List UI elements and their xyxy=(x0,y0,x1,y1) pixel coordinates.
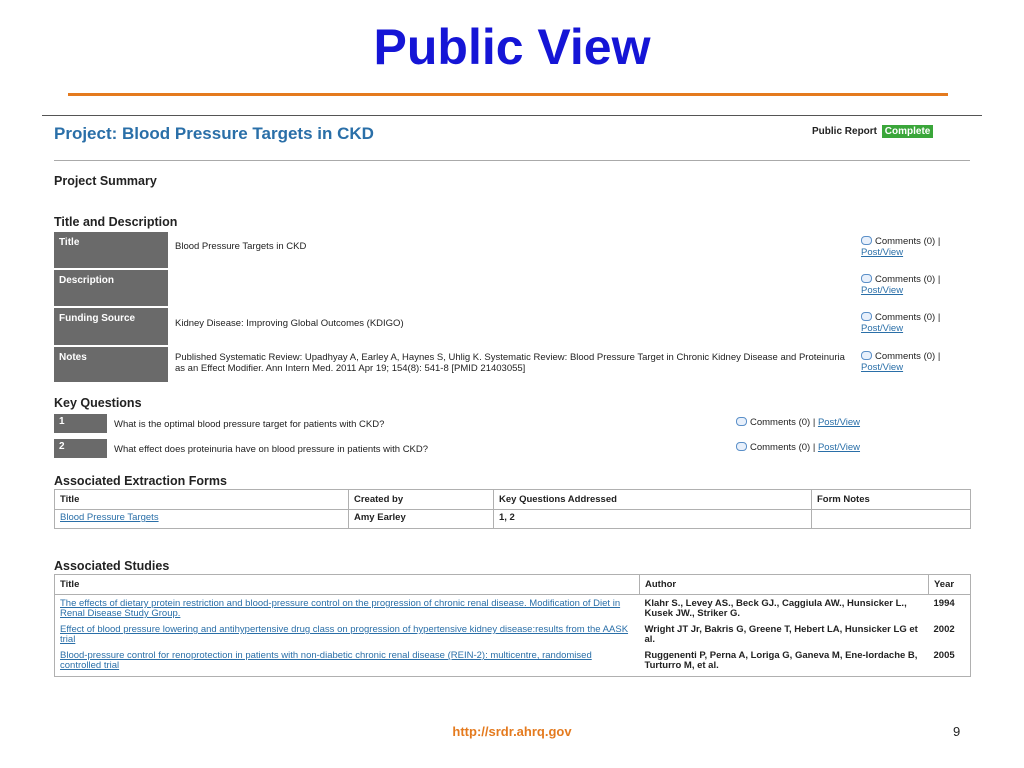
td-row-description xyxy=(54,270,970,306)
post-view-link[interactable]: Post/View xyxy=(817,442,861,453)
study-author-cell: Klahr S., Levey AS., Beck GJ., Caggiula AW., Hunsicker L., Kusek JW., Striker G. xyxy=(644,598,907,619)
kq-number: 1 xyxy=(54,414,107,433)
comment-bubble-icon xyxy=(736,417,747,426)
comment-bubble-icon xyxy=(861,274,872,283)
kq-comments xyxy=(736,417,860,428)
kq-text: What is the optimal blood pressure target for patients with CKD? xyxy=(114,419,385,430)
study-year-cell: 1994 xyxy=(933,598,955,609)
td-row-funding xyxy=(54,308,970,345)
table-row xyxy=(55,510,971,529)
studies-heading: Associated Studies xyxy=(54,559,170,573)
srdr-page-screenshot xyxy=(42,115,982,705)
status-label: Public Report xyxy=(812,126,878,137)
page-number: 9 xyxy=(953,724,961,739)
study-title-link[interactable]: The effects of dietary protein restriction and blood-pressure control on the progression of chronic renal disease. Modification of Diet in Renal Disease Study Group. xyxy=(60,598,621,619)
extraction-forms-table xyxy=(54,489,971,529)
extraction-forms-heading: Associated Extraction Forms xyxy=(54,474,227,488)
title-description-heading: Title and Description xyxy=(54,215,178,229)
td-label: Description xyxy=(54,270,168,306)
comments-block xyxy=(861,274,940,296)
column-header: Author xyxy=(640,575,929,595)
table-header-row xyxy=(55,490,971,510)
comments-count: Comments (0) | xyxy=(750,442,816,453)
table-row xyxy=(55,595,971,622)
key-question-row xyxy=(54,439,970,458)
td-row-title xyxy=(54,232,970,268)
comment-bubble-icon xyxy=(861,236,872,245)
column-header: Title xyxy=(55,490,349,510)
table-header-row xyxy=(55,575,971,595)
comments-count: Comments (0) | xyxy=(750,417,816,428)
key-questions-cell: 1, 2 xyxy=(494,510,812,529)
project-title: Project: Blood Pressure Targets in CKD xyxy=(54,124,374,143)
post-view-link[interactable]: Post/View xyxy=(861,247,904,258)
report-status xyxy=(812,125,933,138)
comments-count: Comments (0) | xyxy=(875,236,941,247)
comment-bubble-icon xyxy=(861,312,872,321)
column-header: Title xyxy=(55,575,640,595)
footer-url[interactable]: http://srdr.ahrq.gov xyxy=(452,724,572,739)
extraction-form-title-link[interactable]: Blood Pressure Targets xyxy=(55,510,349,529)
td-value: Blood Pressure Targets in CKD xyxy=(175,241,307,252)
key-questions-heading: Key Questions xyxy=(54,396,142,410)
project-summary-heading: Project Summary xyxy=(54,174,157,188)
td-label: Funding Source xyxy=(54,308,168,345)
comments-block xyxy=(861,312,940,334)
slide-title: Public View xyxy=(373,19,651,75)
post-view-link[interactable]: Post/View xyxy=(817,417,861,428)
title-divider xyxy=(68,93,948,96)
comments-count: Comments (0) | xyxy=(875,312,941,323)
kq-comments xyxy=(736,442,860,453)
kq-text: What effect does proteinuria have on blood pressure in patients with CKD? xyxy=(114,444,429,455)
comments-count: Comments (0) | xyxy=(875,274,941,285)
study-title-link[interactable]: Effect of blood pressure lowering and antihypertensive drug class on progression of hypertensive kidney disease:results from the AASK trial xyxy=(60,624,629,645)
form-notes-cell xyxy=(812,510,971,529)
comments-block xyxy=(861,236,940,258)
created-by-cell: Amy Earley xyxy=(349,510,494,529)
study-year-cell: 2002 xyxy=(933,624,955,635)
column-header: Key Questions Addressed xyxy=(494,490,812,510)
frame-top-line xyxy=(42,115,982,116)
column-header: Year xyxy=(929,575,971,595)
td-label: Notes xyxy=(54,347,168,382)
studies-table xyxy=(54,574,971,677)
comments-count: Comments (0) | xyxy=(875,351,941,362)
table-row xyxy=(55,647,971,677)
study-author-cell: Ruggenenti P, Perna A, Loriga G, Ganeva M, Ene-Iordache B, Turturro M, et al. xyxy=(644,650,918,671)
key-question-row xyxy=(54,414,970,433)
status-badge: Complete xyxy=(882,125,934,138)
td-value: Kidney Disease: Improving Global Outcomes (KDIGO) xyxy=(175,318,404,329)
column-header: Form Notes xyxy=(812,490,971,510)
td-row-notes xyxy=(54,347,970,382)
header-separator xyxy=(54,160,970,161)
comment-bubble-icon xyxy=(736,442,747,451)
post-view-link[interactable]: Post/View xyxy=(861,362,904,373)
post-view-link[interactable]: Post/View xyxy=(861,323,904,334)
kq-number: 2 xyxy=(54,439,107,458)
td-value: Published Systematic Review: Upadhyay A, Earley A, Haynes S, Uhlig K. Systematic Review: Blood Pressure Target in Chronic Kidney Disease and Proteinuria as an Effect Modifier. Ann Intern Med. 2011 Apr 19; 154(8): 541-8 [PMID 21403055] xyxy=(175,352,845,374)
comment-bubble-icon xyxy=(861,351,872,360)
td-label: Title xyxy=(54,232,168,268)
study-year-cell: 2005 xyxy=(933,650,955,661)
comments-block xyxy=(861,351,940,373)
study-title-link[interactable]: Blood-pressure control for renoprotection in patients with non-diabetic chronic renal disease (REIN-2): multicentre, randomised controlled trial xyxy=(60,650,592,671)
post-view-link[interactable]: Post/View xyxy=(861,285,904,296)
study-author-cell: Wright JT Jr, Bakris G, Greene T, Hebert LA, Hunsicker LG et al. xyxy=(644,624,918,645)
table-row xyxy=(55,621,971,647)
column-header: Created by xyxy=(349,490,494,510)
